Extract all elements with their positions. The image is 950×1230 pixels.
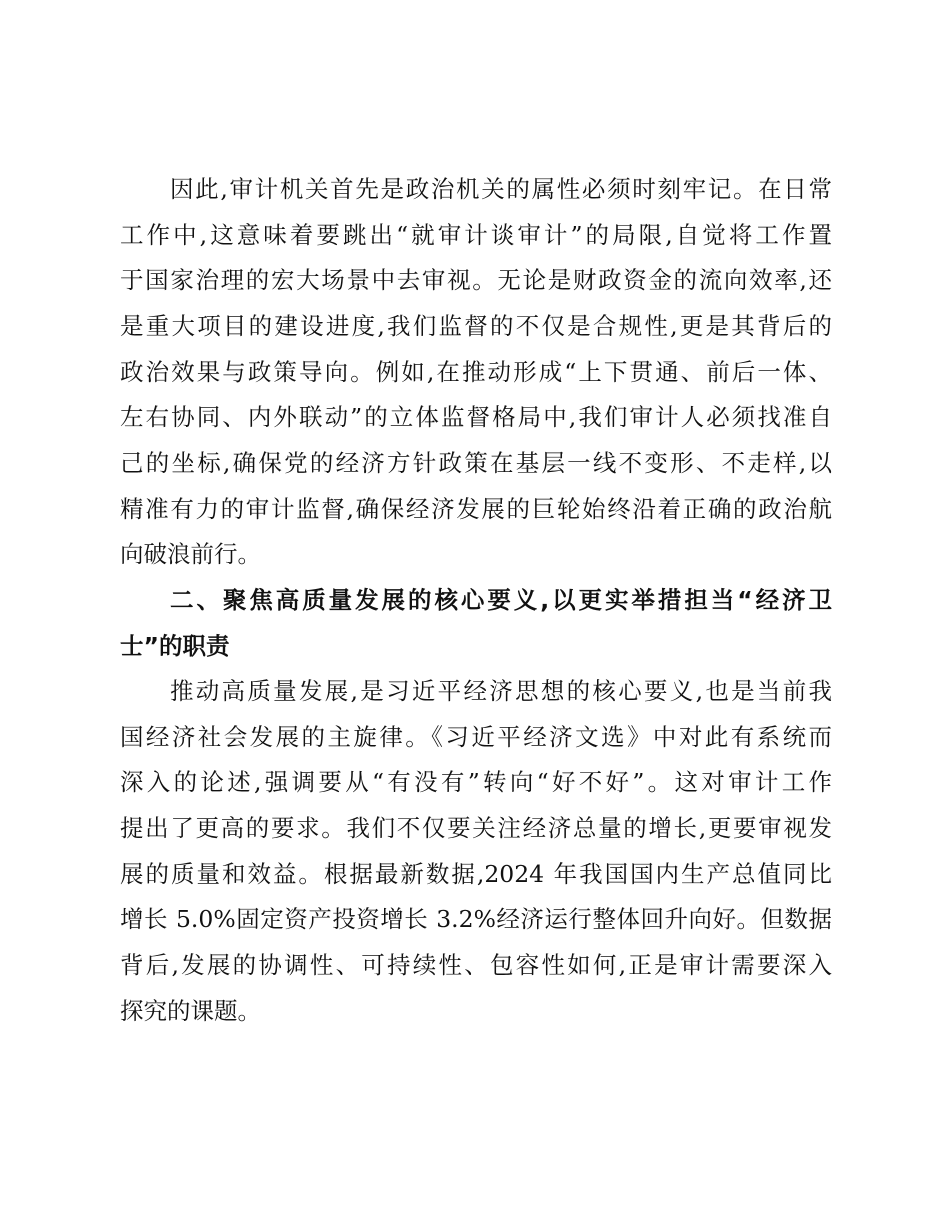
paragraph-2-line-7: 背后,发展的协调性、可持续性、包容性如何,正是审计需要深入	[120, 951, 832, 979]
paragraph-1-line-9: 向破浪前行。	[120, 540, 261, 568]
paragraph-2-line-4: 提出了更高的要求。我们不仅要关注经济总量的增长,更要审视发	[120, 814, 832, 842]
paragraph-1-line-4: 是重大项目的建设进度,我们监督的不仅是合规性,更是其背后的	[120, 312, 832, 340]
paragraph-2-line-6: 增长 5.0%固定资产投资增长 3.2%经济运行整体回升向好。但数据	[120, 905, 832, 933]
paragraph-1-line-6: 左右协同、内外联动”的立体监督格局中,我们审计人必须找准自	[120, 403, 832, 431]
paragraph-1-line-7: 己的坐标,确保党的经济方针政策在基层一线不变形、不走样,以	[120, 449, 832, 477]
paragraph-1-line-1: 因此,审计机关首先是政治机关的属性必须时刻牢记。在日常	[170, 175, 832, 203]
paragraph-2-line-2: 国经济社会发展的主旋律。《习近平经济文选》中对此有系统而	[120, 723, 832, 751]
paragraph-2-line-8: 探究的课题。	[120, 997, 261, 1025]
paragraph-1-line-3: 于国家治理的宏大场景中去审视。无论是财政资金的流向效率,还	[120, 266, 832, 294]
section-heading-line-1: 二、聚焦高质量发展的核心要义,以更实举措担当“经济卫	[170, 586, 832, 614]
paragraph-2-line-5: 展的质量和效益。根据最新数据,2024 年我国国内生产总值同比	[120, 860, 832, 888]
section-heading-line-2: 士”的职责	[120, 632, 230, 660]
paragraph-1-line-5: 政治效果与政策导向。例如,在推动形成“上下贯通、前后一体、	[120, 358, 832, 386]
paragraph-1-line-8: 精准有力的审计监督,确保经济发展的巨轮始终沿着正确的政治航	[120, 495, 832, 523]
paragraph-2-line-3: 深入的论述,强调要从“有没有”转向“好不好”。这对审计工作	[120, 768, 832, 796]
paragraph-2-line-1: 推动高质量发展,是习近平经济思想的核心要义,也是当前我	[170, 677, 832, 705]
paragraph-1-line-2: 工作中,这意味着要跳出“就审计谈审计”的局限,自觉将工作置	[120, 221, 832, 249]
